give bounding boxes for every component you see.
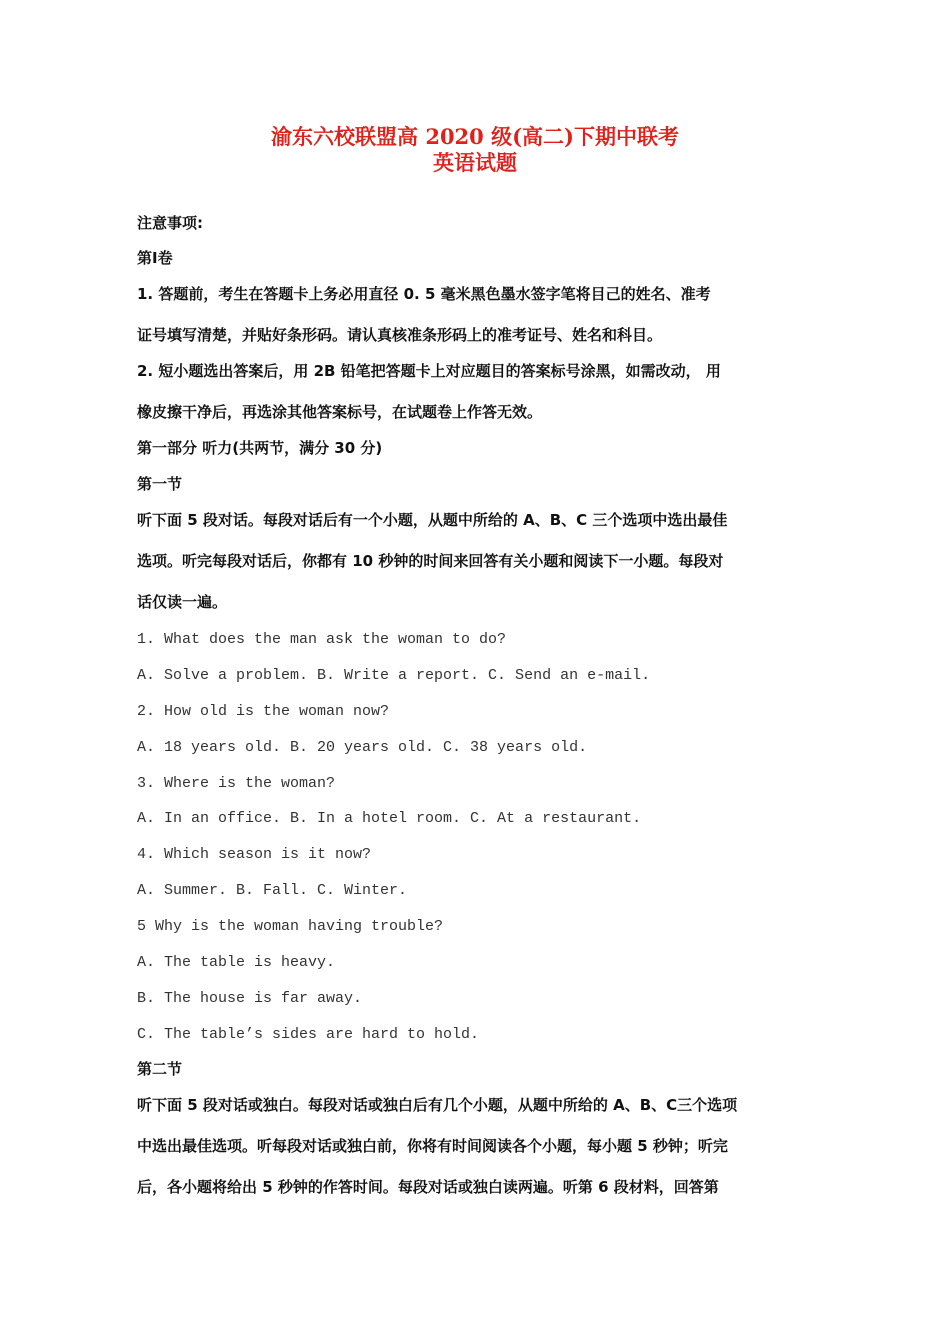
question-5-option-c: C. The table’s sides are hard to hold. [137,1026,480,1043]
section1-instruction-line-1: 听下面 5 段对话。每段对话后有一个小题，从题中所给的 A、B、C 三个选项中选出最佳 [137,511,728,529]
question-1-options: A. Solve a problem. B. Write a report. C. Send an e-mail. [137,667,651,684]
question-2: 2. How old is the woman now? [137,703,390,720]
section2-heading: 第二节 [137,1060,183,1078]
question-2-options: A. 18 years old. B. 20 years old. C. 38 years old. [137,739,588,756]
question-1: 1. What does the man ask the woman to do? [137,631,507,648]
question-5-option-b: B. The house is far away. [137,990,363,1007]
note-item-2-line-2: 橡皮擦干净后，再选涂其他答案标号，在试题卷上作答无效。 [137,403,543,421]
note-item-1-line-1: 1. 答题前，考生在答题卡上务必用直径 0. 5 毫米黑色墨水签字笔将目己的姓名、准考 [137,285,711,303]
section2-instruction-line-2: 中选出最佳选项。听每段对话或独白前，你将有时间阅读各个小题，每小题 5 秒钟；听完 [137,1137,728,1155]
section2-instruction-line-3: 后，各小题将给出 5 秒钟的作答时间。每段对话或独白读两遍。听第 6 段材料，回答第 [137,1178,719,1196]
section1-heading: 第一节 [137,475,183,493]
question-4-options: A. Summer. B. Fall. C. Winter. [137,882,408,899]
note-item-2-line-1: 2. 短小题选出答案后，用 2B 铅笔把答题卡上对应题目的答案标号涂黑，如需改动， 用 [137,362,721,380]
exam-title: 渝东六校联盟高 2020 级(高二)下期中联考 [271,124,679,149]
question-4: 4. Which season is it now? [137,846,372,863]
section2-instruction-line-1: 听下面 5 段对话或独白。每段对话或独白后有几个小题，从题中所给的 A、B、C三个选项 [137,1096,738,1114]
question-3-options: A. In an office. B. In a hotel room. C. At a restaurant. [137,810,642,827]
question-5: 5 Why is the woman having trouble? [137,918,444,935]
exam-subject: 英语试题 [433,150,517,175]
part1-heading: 第一部分 听力(共两节，满分 30 分) [137,439,383,457]
volume-label: 第Ⅰ卷 [137,249,173,267]
section1-instruction-line-3: 话仅读一遍。 [137,593,228,611]
section1-instruction-line-2: 选项。听完每段对话后，你都有 10 秒钟的时间来回答有关小题和阅读下一小题。每段对 [137,552,724,570]
note-item-1-line-2: 证号填写清楚，并贴好条形码。请认真核准条形码上的准考证号、姓名和科目。 [137,326,663,344]
question-3: 3. Where is the woman? [137,775,336,792]
question-5-option-a: A. The table is heavy. [137,954,336,971]
notes-heading: 注意事项: [137,214,203,232]
